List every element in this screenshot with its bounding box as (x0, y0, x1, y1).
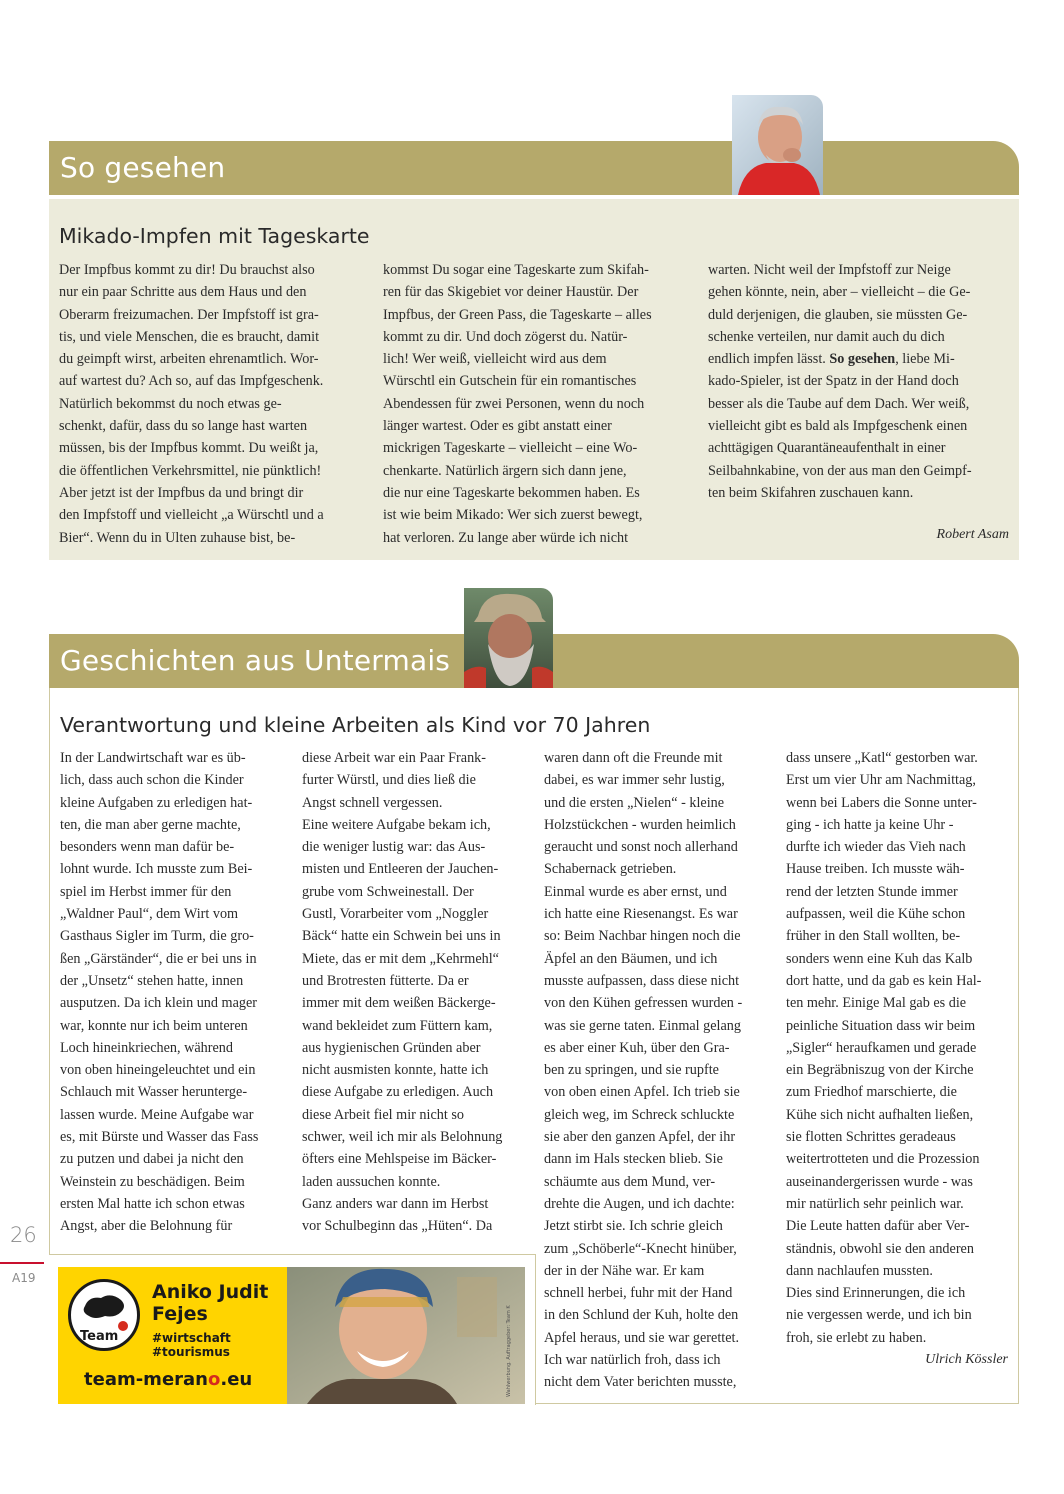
article-text-line: öfters eine Mehlspeise im Bäcker- (302, 1151, 497, 1168)
article-text-line: In der Landwirtschaft war es üb- (60, 750, 246, 766)
author-photo-robert-asam (732, 95, 823, 195)
article-text-line: , liebe Mi- (895, 351, 955, 368)
article-text-line: diese Arbeit war ein Paar Frank- (302, 750, 486, 766)
article-text-line: diese Arbeit fiel mir nicht so (302, 1106, 464, 1123)
article-text-line: Erst um vier Uhr am Nachmittag, (786, 772, 976, 789)
article-text-line: lich, dass auch schon die Kinder (60, 772, 244, 789)
article-text-line: Ganz anders war dann im Herbst (302, 1195, 489, 1212)
article-text-line: sonders wenn eine Kuh das Kalb (786, 950, 973, 967)
article-text-line: Miete, das er mit dem „Kehrmehl“ (302, 950, 499, 967)
article-text-line: die öffentlichen Verkehrsmittel, nie pünktlich! (59, 462, 322, 479)
article-text-line: duld derjenigen, die glauben, sie müssten Ge- (708, 306, 968, 323)
article-text-line: gehen könnte, nein, aber – vielleicht – die Ge- (708, 284, 971, 301)
article-text-line: es aber einer Kuh, über den Gra- (544, 1039, 730, 1056)
article-text-line: dann im Hals stecken blieb. Sie (544, 1151, 723, 1168)
article-text-line: ten beim Skifahren zuschauen kann. (708, 484, 914, 501)
article-text-line: Hause treiben. Ich musste wäh- (786, 861, 965, 878)
article-text-line: hat verloren. Zu lange aber würde ich nicht (383, 529, 629, 546)
article-column-2 (383, 259, 688, 549)
candidate-hashtags (152, 1331, 231, 1359)
page-code: A19 (12, 1271, 36, 1285)
article-text-line: tis, und viele Menschen, die es braucht, damit (59, 328, 320, 345)
article-text-line: laden aussuchen konnte. (302, 1173, 441, 1190)
article-text-line: von den Kühen gefressen wurden - (544, 995, 743, 1012)
article-text-line: Seilbahnkabine, von der aus man den Geimpf- (708, 462, 972, 479)
article-text-line: besser als die Taube auf dem Dach. Wer weiß, (708, 395, 970, 412)
article-text-line: dann nachlaufen mussten. (786, 1262, 933, 1279)
article-text-line: Oberarm freizumachen. Der Impfstoff ist gra- (59, 306, 319, 323)
article-text-line: und Brotresten fütterte. Da er (302, 972, 469, 989)
hashtag: #tourismus (152, 1345, 230, 1359)
article-text-line: durfte ich wieder das Vieh nach (786, 839, 966, 856)
article-text-line: wand bekleidet zum Füttern kam, (302, 1017, 493, 1034)
article-text-line: Gustl, Vorarbeiter vom „Noggler (302, 906, 489, 923)
article-text-line: mir natürlich sehr peinlich war. (786, 1195, 964, 1212)
article-text-line: rend der letzten Stunde immer (786, 883, 958, 900)
author-signature: Robert Asam (936, 527, 1009, 542)
logo-text: Team (80, 1329, 119, 1344)
article-text-line: endlich impfen lässt. (708, 351, 826, 368)
article-text-line: schenkt, dafür, dass du so lange hast warten (59, 418, 308, 435)
article-text-line: nicht dem Vater berichten musste, (544, 1374, 737, 1391)
article-text-line: auf wartest du? Ach so, auf das Impfgeschenk. (59, 373, 324, 390)
article-text-line: ben zu springen, und sie rupfte (544, 1062, 719, 1079)
article-text-line: zum „Schöberle“-Knecht hinüber, (544, 1240, 737, 1257)
article-text-line: grube vom Schweinestall. Der (302, 883, 474, 900)
candidate-photo (287, 1267, 525, 1404)
article-text-line: der „Unsetz“ stehen hatte, innen (60, 972, 244, 989)
article-text-line: ständnis, obwohl sie den anderen (786, 1240, 974, 1257)
article-text-line: Äpfel an den Bäumen, und ich (544, 950, 718, 967)
article-text-line: du geimpft wirst, arbeiten ehrenamtlich. Wor- (59, 351, 319, 368)
article-column-4 (786, 747, 1014, 1349)
article-text-line: ging - ich hatte ja keine Uhr - (786, 816, 954, 833)
article-text-line: in den Schlund der Kuh, holte den (544, 1307, 739, 1324)
article-text-line: sie flotten Schrittes geradeaus (786, 1129, 956, 1146)
bold-phrase: So gesehen (829, 351, 896, 368)
article-text-line: ausputzen. Da ich klein und mager (60, 995, 257, 1012)
article-text-line: Jetzt stirbt sie. Ich schrie gleich (544, 1218, 723, 1235)
article-text-line: Würschtl ein Gutschein für ein romantisches (383, 373, 637, 390)
article-text-line: dass unsere „Katl“ gestorben war. (786, 750, 978, 766)
article-text-line: immer mit dem weißen Bäckerge- (302, 995, 496, 1012)
ad-disclaimer: Wahlwerbung. Auftraggeber: Team K (506, 1305, 512, 1397)
article-text-line: waren dann oft die Freunde mit (544, 750, 723, 766)
article-text-line: Der Impfbus kommt zu dir! Du brauchst also (59, 262, 315, 278)
article-text-line: furter Würstl, und dies ließ die (302, 772, 476, 789)
article-text-line: ist wie beim Mikado: Wer sich zuerst bewegt, (383, 507, 643, 524)
article-text-line: gleich weg, im Schreck schluckte (544, 1106, 735, 1123)
article-text-line: kleine Aufgaben zu erledigen hat- (60, 794, 253, 811)
portrait-image (287, 1267, 525, 1404)
article-text-line: aufpassen, weil die Kühe schon (786, 906, 966, 923)
candidate-name-line: Fejes (152, 1303, 208, 1325)
author-signature: Ulrich Kössler (925, 1352, 1008, 1367)
so-gesehen-banner (49, 141, 1019, 195)
article-text-line: spiel im Herbst immer für den (60, 883, 232, 900)
article-text-line: Die Leute hatten dafür aber Ver- (786, 1218, 970, 1235)
article-text-line: „Sigler“ heraufkamen und gerade (786, 1039, 977, 1056)
url-text: .eu (220, 1369, 253, 1390)
article-text-line: peinliche Situation dass wir beim (786, 1017, 976, 1034)
article-text-line: misten und Entleeren der Jauchen- (302, 861, 499, 878)
candidate-name (152, 1281, 268, 1325)
article-text-line: Bier“. Wenn du in Ulten zuhause bist, be- (59, 529, 296, 546)
url-text: team-meran (84, 1369, 208, 1390)
article-column-1 (60, 747, 288, 1238)
article-text-line: zu putzen und dabei ja nicht den (60, 1151, 244, 1168)
article-text-line: Natürlich bekommst du noch etwas ge- (59, 395, 282, 412)
article-text-line: vielleicht gibt es bald als Impfgeschenk einen (708, 418, 968, 435)
article-text-line: Schabernack getrieben. (544, 861, 677, 878)
article-text-line: weitertrotteten und die Prozession (786, 1151, 980, 1168)
article-text-line: diese Aufgabe zu erledigen. Auch (302, 1084, 494, 1101)
article-text-line: zum Friedhof marschierte, die (786, 1084, 957, 1101)
article-text-line: schenke verteilen, nur damit auch du dich (708, 328, 945, 345)
article-text-line: länger wartest. Oder es gibt anstatt einer (383, 418, 612, 435)
article-text-line: achttägigen Quarantäneaufenthalt in einer (708, 440, 946, 457)
article-text-line: nie vergessen werde, und ich bin (786, 1307, 972, 1324)
page-number-rule (0, 1262, 44, 1264)
article-text-line: Angst, aber die Belohnung für (60, 1218, 233, 1235)
article-text-line: musste aufpassen, dass diese nicht (544, 972, 740, 989)
article-text-line: warten. Nicht weil der Impfstoff zur Neige (708, 262, 951, 278)
article-text-line: so: Beim Nachbar hingen noch die (544, 928, 741, 945)
hashtag: #wirtschaft (152, 1331, 231, 1345)
article-text-line: früher in den Stall wollten, be- (786, 928, 961, 945)
article-text-line: dort hatte, und da gab es kein Hal- (786, 972, 982, 989)
article-text-line: schnell herbei, fuhr mit der Hand (544, 1285, 733, 1302)
article-text-line: und die ersten „Nielen“ - kleine (544, 794, 725, 811)
article-text-line: Ich war natürlich froh, dass ich (544, 1352, 721, 1369)
article-text-line: kommst Du sogar eine Tageskarte zum Skifah- (383, 262, 649, 278)
article-text-line: nicht ausmisten konnte, hatte ich (302, 1062, 489, 1079)
article-text-line: der in der Nähe war. Er kam (544, 1262, 705, 1279)
author-photo-ulrich-koessler (464, 588, 553, 688)
page-number: 26 (10, 1223, 37, 1247)
article-column-3 (708, 259, 1013, 504)
article-text-line: dabei, es war immer sehr lustig, (544, 772, 725, 789)
article-text-line: nur ein paar Schritte aus dem Haus und den (59, 284, 307, 301)
article-text-line: Bäck“ hatte ein Schwein bei uns in (302, 928, 501, 945)
section-title: So gesehen (60, 151, 226, 184)
article-headline: Mikado-Impfen mit Tageskarte (59, 224, 370, 248)
candidate-name-line: Aniko Judit (152, 1281, 269, 1303)
portrait-image (732, 95, 823, 195)
article-text-line: müssen, bis der Impfbus kommt. Du weißt ja, (59, 440, 319, 457)
article-text-line: mickrigen Tageskarte – vielleicht – eine Wo- (383, 440, 638, 457)
article-text-line: Kühe sich nicht aufhalten ließen, (786, 1106, 974, 1123)
article-text-line: auseinandergerissen wurde - was (786, 1173, 973, 1190)
article-text-line: drehte die Augen, und ich dachte: (544, 1195, 735, 1212)
article-text-line: wenn bei Labers die Sonne unter- (786, 794, 977, 811)
article-text-line: die nur eine Tageskarte bekommen haben. Es (383, 484, 640, 501)
portrait-image (464, 588, 553, 688)
article-text-line: den Impfstoff und vielleicht „a Würschtl und a (59, 507, 324, 524)
article-text-line: Dies sind Erinnerungen, die ich (786, 1285, 966, 1302)
article-column-2 (302, 747, 530, 1238)
article-text-line: war, konnte nur ich beim unteren (60, 1017, 248, 1034)
article-text-line: ein Begräbniszug von der Kirche (786, 1062, 974, 1079)
article-text-line: ren für das Skigebiet vor deiner Haustür. Der (383, 284, 639, 301)
article-column-1 (59, 259, 364, 549)
article-text-line: ten mehr. Einige Mal gab es die (786, 995, 967, 1012)
article-text-line: chenkarte. Natürlich ärgern sich dann jene, (383, 462, 627, 479)
article-text-line: vor Schulbeginn das „Hüten“. Da (302, 1218, 493, 1235)
article-headline: Verantwortung und kleine Arbeiten als Kind vor 70 Jahren (60, 713, 651, 737)
article-text-line: geraucht und sonst noch allerhand (544, 839, 738, 856)
article-text-line: kado-Spieler, ist der Spatz in der Hand doch (708, 373, 959, 390)
article-text-line: Apfel heraus, und sie war gerettet. (544, 1329, 740, 1346)
article-column-3 (544, 747, 772, 1394)
article-text-line: es, mit Bürste und Wasser das Fass (60, 1129, 259, 1146)
article-text-line: Eine weitere Aufgabe bekam ich, (302, 816, 491, 833)
article-text-line: Abendessen für zwei Personen, wenn du noch (383, 395, 645, 412)
article-text-line: „Waldner Paul“, dem Wirt vom (60, 906, 239, 923)
article-text-line: lassen wurde. Meine Aufgabe war (60, 1106, 254, 1123)
article-text-line: Impfbus, der Green Pass, die Tageskarte – alles (383, 306, 652, 323)
so-gesehen-article (49, 199, 1019, 560)
article-text-line: sie aber den ganzen Apfel, der ihr (544, 1129, 736, 1146)
article-text-line: Gasthaus Sigler im Turm, die gro- (60, 928, 254, 945)
article-text-line: ßen „Gärständer“, die er bei uns in (60, 950, 257, 967)
article-text-line: kommt zu dir. Und doch zögerst du. Natür- (383, 328, 628, 345)
article-text-line: Loch hineinkriechen, während (60, 1039, 233, 1056)
article-text-line: Aber jetzt ist der Impfbus da und bringt dir (59, 484, 304, 501)
article-text-line: schäumte aus dem Mund, ver- (544, 1173, 716, 1190)
article-text-line: Schlauch mit Wasser herunterge- (60, 1084, 248, 1101)
article-text-line: von oben hineingeleuchtet und ein (60, 1062, 256, 1079)
article-text-line: von oben einen Apfel. Ich trieb sie (544, 1084, 740, 1101)
article-text-line: was sie gerne taten. Einmal gelang (544, 1017, 741, 1034)
article-text-line: Angst schnell vergessen. (302, 794, 443, 811)
article-text-line: besonders wenn man dafür be- (60, 839, 235, 856)
article-text-line: ich hatte eine Riesenangst. Es war (544, 906, 738, 923)
url-dot: o (208, 1369, 221, 1390)
article-text-line: die weniger lustig war: das Aus- (302, 839, 486, 856)
article-text-line: Weinstein zu beschädigen. Beim (60, 1173, 245, 1190)
article-text-line: Einmal wurde es aber ernst, und (544, 883, 727, 900)
article-text-line: lich! Wer weiß, vielleicht wird aus dem (383, 351, 607, 368)
article-text-line: lohnt wurde. Ich musste zum Bei- (60, 861, 253, 878)
article-text-line: froh, sie erlebt zu haben. (786, 1329, 927, 1346)
election-advertisement[interactable] (58, 1267, 525, 1404)
ad-website-link[interactable] (84, 1369, 252, 1390)
article-text-line: aus hygienischen Gründen aber (302, 1039, 481, 1056)
article-text-line: Holzstückchen - wurden heimlich (544, 816, 736, 833)
article-text-line: ten, die man aber gerne machte, (60, 816, 241, 833)
article-text-line: ersten Mal hatte ich schon etwas (60, 1195, 245, 1212)
article-text-line: schwer, weil ich mir als Belohnung (302, 1129, 503, 1146)
section-title: Geschichten aus Untermais (60, 644, 451, 677)
